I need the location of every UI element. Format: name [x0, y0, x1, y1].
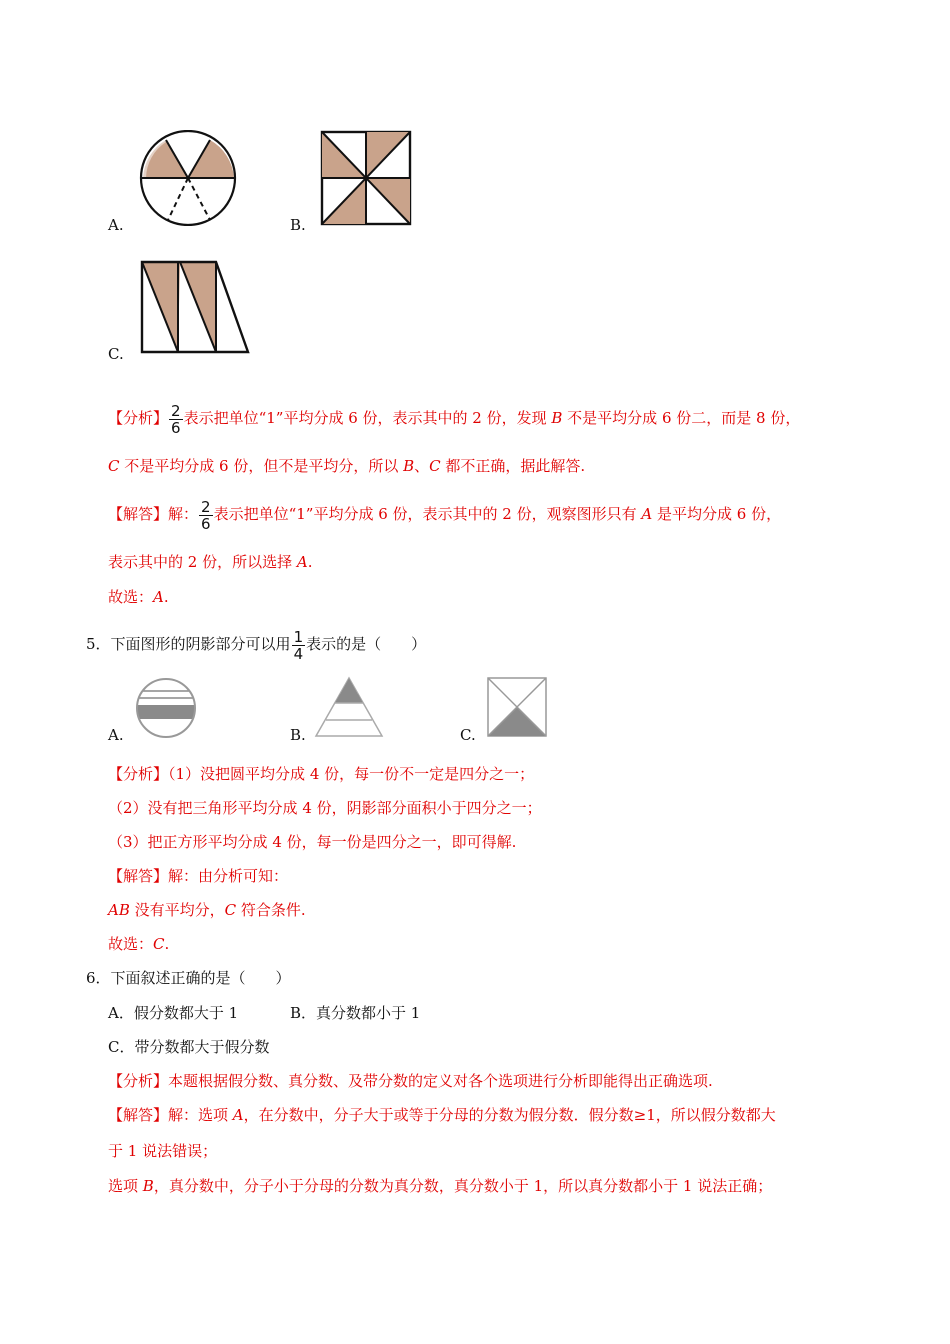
- analysis-tag: 【分析】: [108, 409, 169, 427]
- q5-analysis-1: 【分析】（1）没把圆平均分成 4 份，每一份不一定是四分之一；: [108, 765, 535, 783]
- solution-tag: 【解答】: [108, 1106, 169, 1124]
- q4-option-b-label: B.: [290, 216, 306, 234]
- q6-solution-line-3: 选项 B，真分数中，分子小于分母的分数为真分数，真分数小于 1，所以真分数都小于 1 说法正确；: [108, 1177, 773, 1195]
- q5-solution-line-1: 【解答】解：由分析可知：: [108, 867, 289, 885]
- solution-tag: 【解答】: [108, 867, 169, 885]
- q6-solution-line-1: 【解答】解：选项 A，在分数中，分子大于或等于分母的分数为假分数．假分数≥1，所以假分数都大: [108, 1106, 776, 1124]
- q6-option-a: A．假分数都大于 1: [108, 1004, 239, 1022]
- fraction-1-4: $\frac{1}{4}$: [293, 627, 304, 663]
- q5-stem: 5．下面图形的阴影部分可以用 $\frac{1}{4}$ 表示的是（ ）: [86, 627, 427, 663]
- q5-option-c-label: C.: [460, 726, 476, 744]
- q5-figure-a-circle: [134, 676, 198, 740]
- q5-figure-b-triangle: [314, 676, 384, 738]
- q5-option-b-label: B.: [290, 726, 306, 744]
- q4-figure-a-circle: [138, 130, 240, 226]
- solution-tag: 【解答】: [108, 505, 169, 523]
- q4-solution-line-2: 表示其中的 2 份，所以选择 A.: [108, 553, 313, 571]
- q4-analysis-line-2: C 不是平均分成 6 份，但不是平均分，所以 B、C 都不正确，据此解答.: [108, 457, 586, 475]
- q4-solution-line-1: 【解答】解： $\frac{2}{6}$ 表示把单位“1”平均分成 6 份，表示其中的 2 份，观察图形只有 A 是平均分成 6 份，: [108, 497, 782, 533]
- q4-figure-b-square: [320, 130, 412, 226]
- q4-analysis-line-1: 【分析】 $\frac{2}{6}$ 表示把单位“1”平均分成 6 份，表示其中的 2 份，发现 B 不是平均分成 6 份二，而是 8 份，: [108, 401, 801, 437]
- q5-analysis-2: （2）没有把三角形平均分成 4 份，阴影部分面积小于四分之一；: [108, 799, 542, 817]
- fraction-2-6: $\frac{2}{6}$: [171, 401, 181, 437]
- analysis-tag: 【分析】: [108, 1072, 169, 1090]
- q5-option-a-label: A.: [108, 726, 124, 744]
- q5-solution-line-2: AB 没有平均分，C 符合条件.: [108, 901, 306, 919]
- q6-solution-line-2: 于 1 说法错误；: [108, 1142, 218, 1160]
- q4-option-a-label: A.: [108, 216, 124, 234]
- fraction-2-6: $\frac{2}{6}$: [201, 497, 211, 533]
- question-number: 6．: [86, 969, 111, 987]
- q6-stem: 6．下面叙述正确的是（ ）: [86, 969, 291, 987]
- q4-figure-c-parallelogram: [138, 258, 252, 356]
- analysis-tag: 【分析】: [108, 765, 169, 783]
- q4-option-c-label: C.: [108, 345, 124, 363]
- question-number: 5．: [86, 635, 111, 653]
- q5-figure-c-square: [486, 676, 548, 738]
- q5-analysis-3: （3）把正方形平均分成 4 份，每一份是四分之一，即可得解.: [108, 833, 517, 851]
- q6-option-c: C．带分数都大于假分数: [108, 1038, 270, 1056]
- q6-option-b: B．真分数都小于 1: [290, 1004, 421, 1022]
- q6-analysis: 【分析】本题根据假分数、真分数、及带分数的定义对各个选项进行分析即能得出正确选项.: [108, 1072, 713, 1090]
- q4-answer: 故选：A.: [108, 588, 169, 606]
- q5-answer: 故选：C.: [108, 935, 170, 953]
